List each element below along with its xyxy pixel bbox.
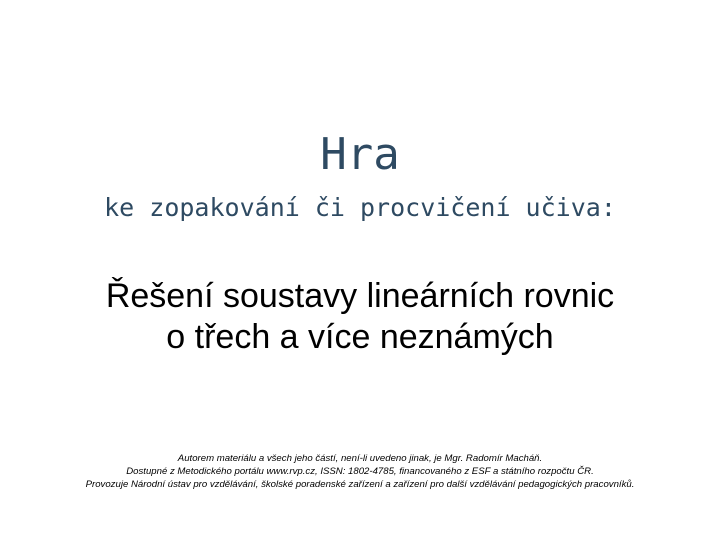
slide-subtitle: ke zopakování či procvičení učiva: bbox=[104, 193, 616, 222]
main-heading-line-2: o třech a více neznámých bbox=[166, 318, 554, 356]
main-heading bbox=[0, 276, 720, 358]
footer-line-operator: Provozuje Národní ústav pro vzdělávání, školské poradenské zařízení a zařízení pro další vzdělávání pedagogických pracovníků. bbox=[85, 479, 635, 490]
author-footer bbox=[0, 452, 720, 491]
footer-line-source: Dostupné z Metodického portálu www.rvp.cz, ISSN: 1802-4785, financovaného z ESF a státního rozpočtu ČR. bbox=[126, 466, 594, 477]
main-heading-line-1: Řešení soustavy lineárních rovnic bbox=[105, 277, 615, 315]
footer-line-author: Autorem materiálu a všech jeho částí, není-li uvedeno jinak, je Mgr. Radomír Macháň. bbox=[177, 453, 543, 464]
slide-title: Hra bbox=[320, 129, 400, 180]
